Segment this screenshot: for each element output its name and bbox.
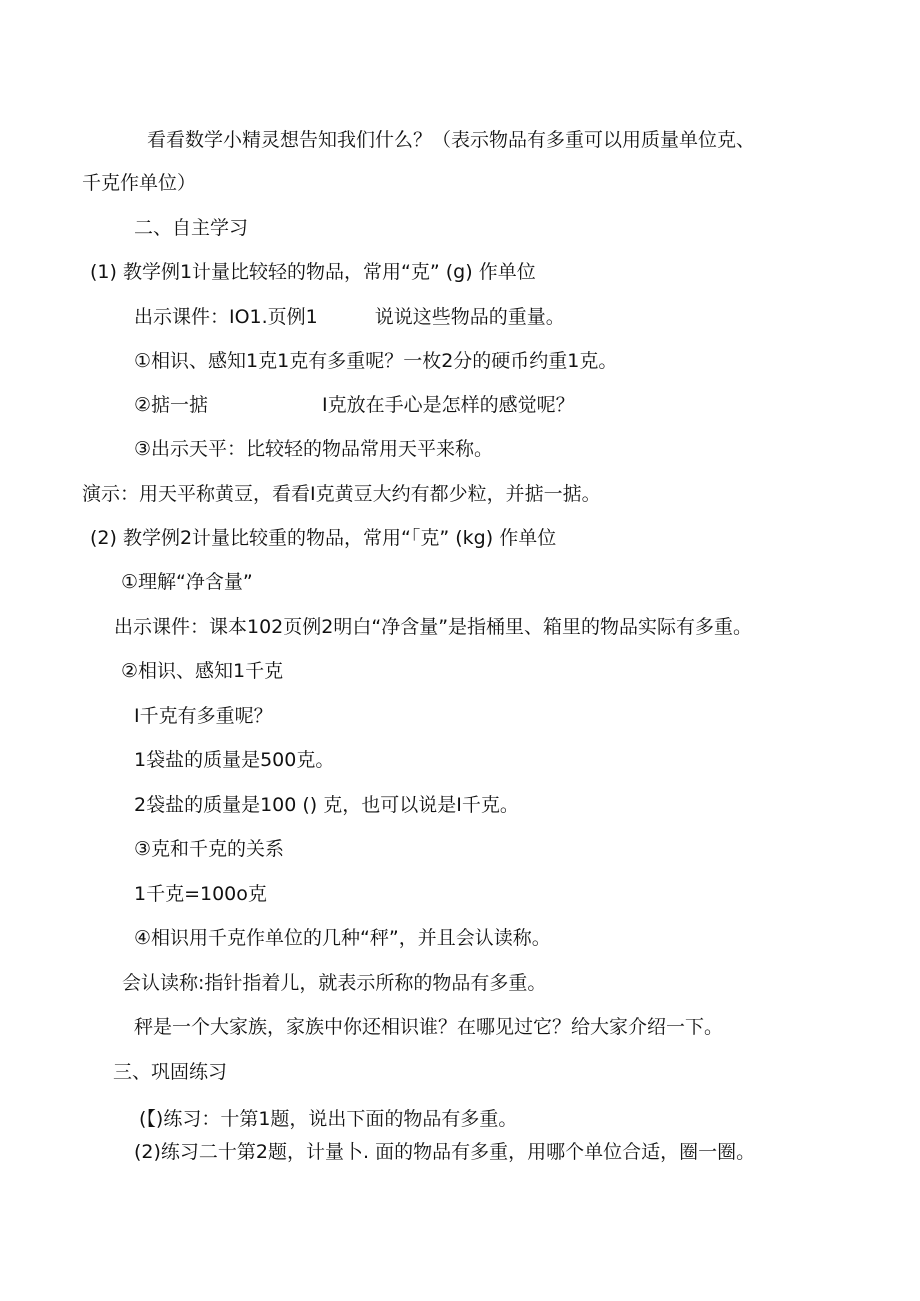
line-courseware-1: 出示课件：IO1.页例1 说说这些物品的重量。 [134,306,565,328]
paragraph-intro-continued: 千克作单位） [82,172,197,194]
line-weigh-by-hand: ②掂一掂 I克放在手心是怎样的感觉呢？ [134,394,575,416]
item-example-2: (2) 教学例2计量比较重的物品，常用“「克” (kg) 作单位 [90,527,557,549]
paragraph-intro: 看看数学小精灵想告知我们什么？（表示物品有多重可以用质量单位克、 [147,129,756,151]
line-kilogram-question: I千克有多重呢？ [134,705,273,727]
line-exercise-1: (【)练习：十第1题，说出下面的物品有多重。 [139,1108,518,1130]
line-perceive-gram: ①相识、感知1克1克有多重呢？一枚2分的硬币约重1克。 [134,350,618,372]
line-scales: ④相识用千克作单位的几种“秤”，并且会认读称。 [134,927,551,949]
section-heading-self-study: 二、自主学习 [134,217,249,239]
line-demonstration: 演示：用天平称黄豆，看看I克黄豆大约有都少粒，并掂一掂。 [82,483,601,505]
line-net-content: ①理解“净含量” [121,571,253,593]
line-conversion: 1千克=100o克 [134,883,267,905]
line-balance-scale: ③出示天平：比较轻的物品常用天平来称。 [134,438,494,460]
line-scale-family: 秤是一个大家族，家族中你还相识谁？在哪见过它？给大家介绍一下。 [134,1016,724,1038]
line-exercise-2: (2)练习二十第2题，计量卜. 面的物品有多重，用哪个单位合适，圈一圈。 [134,1141,756,1163]
line-two-bags-salt: 2袋盐的质量是100 () 克，也可以说是I千克。 [134,794,519,816]
item-example-1: (1) 教学例1计量比较轻的物品，常用“克” (g) 作单位 [90,261,536,283]
line-one-bag-salt: 1袋盐的质量是500克。 [134,749,335,771]
section-heading-practice: 三、巩固练习 [113,1061,228,1083]
line-gram-kilogram-relation: ③克和千克的关系 [134,838,285,860]
line-read-scale: 会认读称:指针指着儿，就表示所称的物品有多重。 [122,972,547,994]
line-perceive-kilogram: ②相识、感知1千克 [121,660,284,682]
line-courseware-2: 出示课件：课本102页例2明白“净含量”是指桶里、箱里的物品实际有多重。 [114,616,753,638]
